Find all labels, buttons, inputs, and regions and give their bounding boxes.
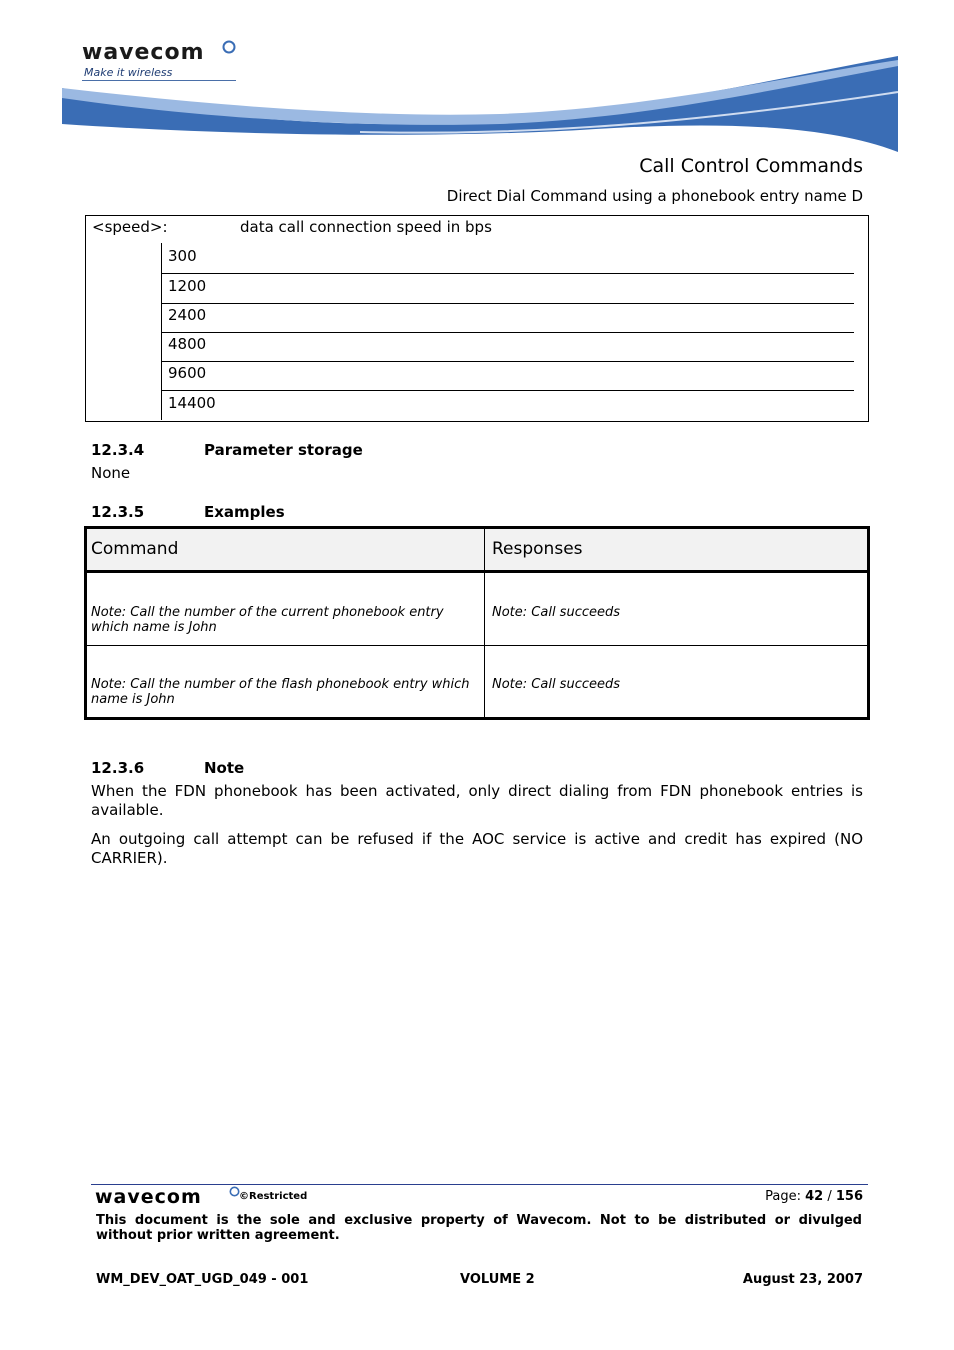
- header-tagline: Make it wireless: [84, 66, 173, 79]
- footer-doc-ref: WM_DEV_OAT_UGD_049 - 001: [96, 1272, 309, 1287]
- speed-value: 14400: [168, 394, 216, 412]
- speed-value: 4800: [168, 335, 207, 353]
- header-swoosh-graphic: [60, 52, 900, 156]
- example-command-note: Note: Call the number of the current phonebook entry which name is John: [91, 605, 444, 635]
- page-current: 42: [805, 1189, 824, 1204]
- section-heading: Parameter storage: [204, 441, 363, 459]
- examples-column-divider: [484, 529, 485, 717]
- speed-value-row: [162, 275, 854, 304]
- section-number: 12.3.6: [91, 759, 145, 777]
- section-body: None: [91, 464, 131, 482]
- footer-rule: [91, 1184, 868, 1185]
- header-logo-rule: [82, 80, 236, 81]
- footer-volume: VOLUME 2: [460, 1272, 535, 1287]
- note-paragraph: When the FDN phonebook has been activated, only direct dialing from FDN phonebook entries is available.: [91, 782, 863, 819]
- speed-value-row: [162, 333, 854, 362]
- footer-date: August 23, 2007: [742, 1272, 863, 1287]
- example-command-note: Note: Call the number of the flash phonebook entry which name is John: [91, 677, 470, 707]
- footer-logo: wavecom: [95, 1186, 202, 1208]
- example-response-note: Note: Call succeeds: [492, 605, 621, 620]
- logo-mark-icon: [222, 40, 236, 54]
- page-label: Page:: [765, 1189, 801, 1204]
- section-number: 12.3.5: [91, 503, 145, 521]
- section-heading: Examples: [204, 503, 285, 521]
- speed-value-row: [162, 362, 854, 391]
- examples-table-header: [87, 529, 867, 573]
- speed-value: 2400: [168, 306, 207, 324]
- speed-value: 1200: [168, 277, 207, 295]
- chapter-title: Call Control Commands: [639, 155, 863, 177]
- examples-row-divider: [87, 645, 867, 646]
- speed-value-row: [162, 245, 854, 274]
- speed-value: 9600: [168, 364, 207, 382]
- section-running-title: Direct Dial Command using a phonebook entry name D: [446, 187, 863, 205]
- footer-page-number: [765, 1189, 863, 1204]
- page-separator: /: [827, 1189, 832, 1204]
- footer-restricted: ©Restricted: [239, 1191, 308, 1202]
- speed-value: 300: [168, 247, 197, 265]
- column-header-responses: Responses: [492, 539, 583, 559]
- footer-property-notice: This document is the sole and exclusive property of Wavecom. Not to be distributed or divulged without prior written agreement.: [96, 1213, 862, 1243]
- speed-value-row: [162, 304, 854, 333]
- note-paragraph: An outgoing call attempt can be refused if the AOC service is active and credit has expired (NO CARRIER).: [91, 830, 863, 867]
- page-total: 156: [835, 1189, 863, 1204]
- header-logo: wavecom: [82, 40, 205, 65]
- speed-parameter-description: data call connection speed in bps: [240, 218, 492, 236]
- example-response-note: Note: Call succeeds: [492, 677, 621, 692]
- speed-value-row: [162, 392, 854, 421]
- section-number: 12.3.4: [91, 441, 145, 459]
- section-heading: Note: [204, 759, 245, 777]
- speed-parameter-label: <speed>:: [92, 218, 168, 236]
- column-header-command: Command: [91, 539, 179, 559]
